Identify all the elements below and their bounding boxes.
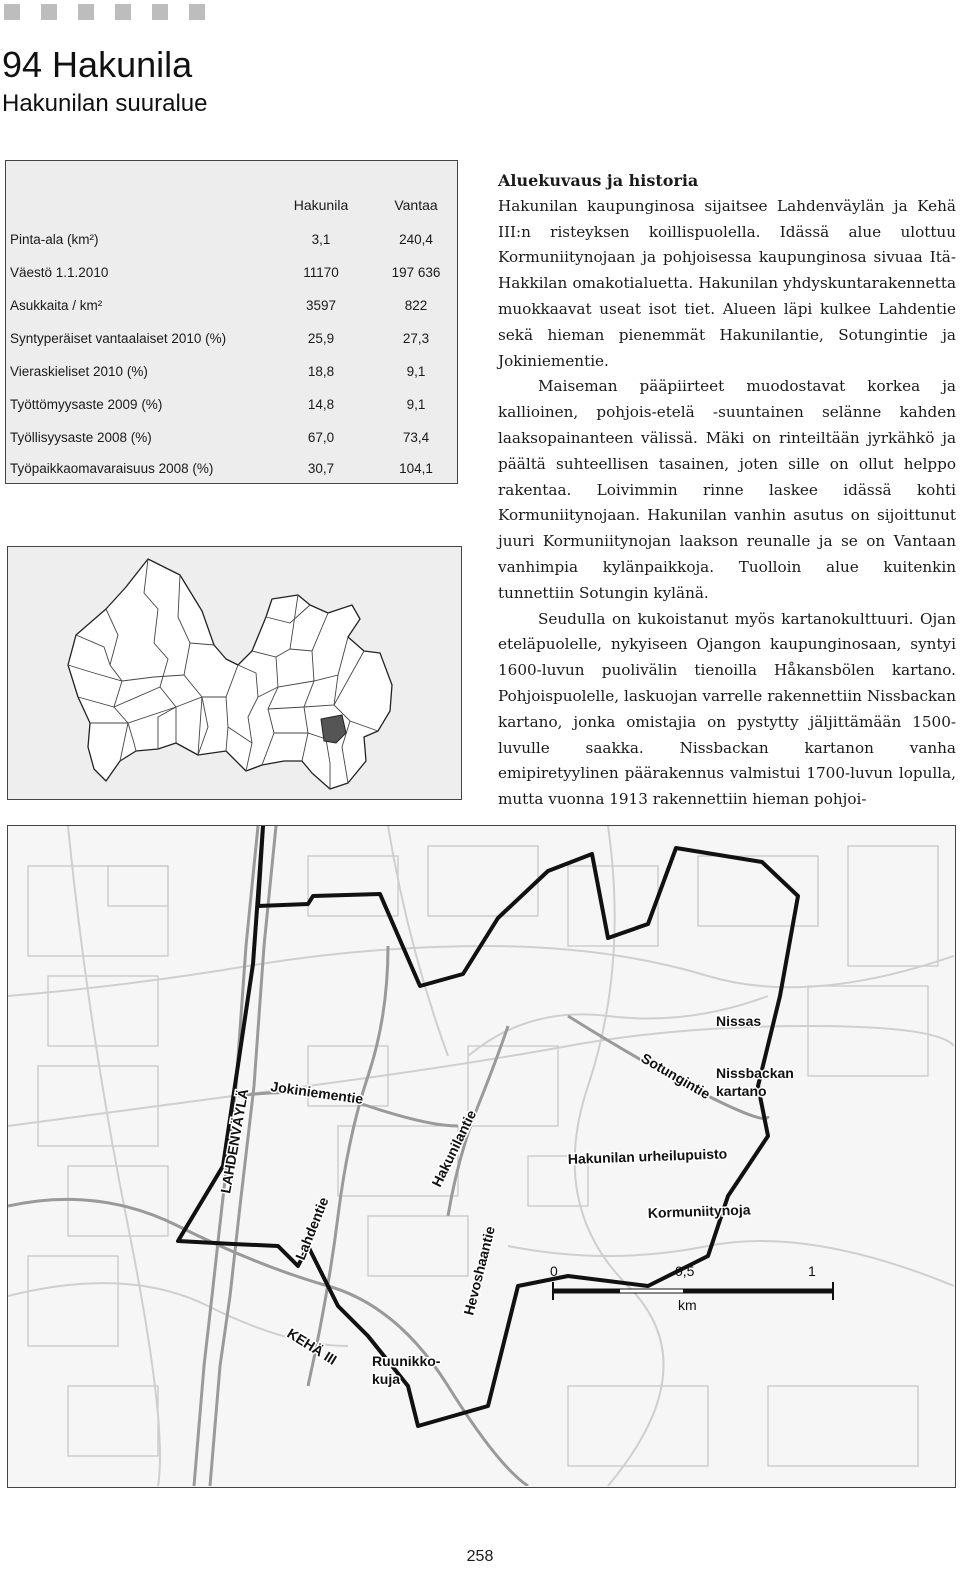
row-label: Työpaikkaomavaraisuus 2008 (%) <box>10 461 214 476</box>
table-row <box>6 232 457 254</box>
header-square <box>41 4 57 20</box>
row-label: Pinta-ala (km²) <box>10 232 99 247</box>
map-label-jokiniementie: Jokiniementie <box>269 1078 365 1107</box>
row-label: Syntyperäiset vantaalaiset 2010 (%) <box>10 331 227 346</box>
map-label-nissas: Nissas <box>716 1013 762 1029</box>
statistics-table <box>5 160 458 484</box>
district-index-map <box>7 546 462 800</box>
article <box>498 168 956 813</box>
hakunila-value: 14,8 <box>307 397 335 412</box>
header-decoration <box>4 4 205 20</box>
hakunila-value: 3597 <box>305 298 337 313</box>
map-label-lahdenvayla: LAHDENVÄYLÄ <box>217 1087 252 1195</box>
column-header-vantaa: Vantaa <box>394 197 438 213</box>
header-square <box>78 4 94 20</box>
map-label-nissbacka-line2: kartano <box>716 1083 767 1099</box>
article-paragraph: Maiseman pääpiirteet muodostavat korkea ja kallioinen, pohjois-etelä -suuntainen selänne kahden laaksopainanteen välissä. Mäki on rinteiltään jyrkähkö ja päältä suhteellisen tasainen, joten sille on ollut helppo rakentaa. Loivimmin rinne laskee idässä kohti Kormuniitynojaan. Hakunilan vanhin asutus on sijoittunut juuri Kormuniitynojan laakson reunalle ja se on Vantaan vanhimpia kylänpaikkoja. Tuolloin alue kuitenkin tunnettiin Sotungin kylänä. <box>498 377 956 602</box>
article-paragraph: Seudulla on kukoistanut myös kartanokulttuuri. Ojan eteläpuolelle, nykyiseen Ojangon kaupunginosaan, syntyi 1600-luvun puolivälin tienoilla Håkansbölen kartano. Pohjoispuolelle, laskuojan varrelle rakennettiin Nissbackan kartano, jonka omistajia on pystytty jäljittämään 1500-luvulle saakka. Nissbackan kartanon vanha emipiretyylinen päärakennus valmistui 1700-luvun lopulla, mutta vuonna 1913 rakennettiin hieman pohjoi- <box>498 609 956 809</box>
area-map-canvas <box>8 826 954 1486</box>
page-subtitle: Hakunilan suuralue <box>2 90 208 117</box>
map-label-sotungintie: Sotungintie <box>638 1049 714 1103</box>
hakunila-value: 30,7 <box>307 461 335 476</box>
hakunila-value: 18,8 <box>307 364 335 379</box>
vantaa-value: 27,3 <box>402 331 430 346</box>
header-square <box>189 4 205 20</box>
row-label: Väestö 1.1.2010 <box>10 265 109 280</box>
map-label-lahdentie: Lahdentie <box>291 1194 332 1263</box>
scale-label-half: 0,5 <box>675 1263 695 1279</box>
vantaa-value: 240,4 <box>399 232 433 247</box>
row-label: Vieraskieliset 2010 (%) <box>10 364 148 379</box>
hakunila-value: 67,0 <box>307 430 335 445</box>
vantaa-value: 9,1 <box>406 397 426 412</box>
table-row <box>6 461 457 483</box>
article-paragraph: Hakunilan kaupunginosa sijaitsee Lahdenväylän ja Kehä III:n risteyksen koillispuolella. Idässä alue ulottuu Kormuniitynojaan ja pohjoisessa kaupunginosa sivuaa Itä-Hakkilan omakotialuetta. Hakunilan yhdyskuntarakennetta muokkaavat useat isot tiet. Alueen läpi kulkee Lahdentie sekä hieman pienemmät Hakunilantie, Sotungintie ja Jokiniementie. <box>498 196 956 370</box>
table-row <box>6 430 457 452</box>
scale-label-zero: 0 <box>550 1263 558 1279</box>
vantaa-value: 9,1 <box>406 364 426 379</box>
table-row <box>6 331 457 353</box>
vantaa-value: 73,4 <box>402 430 430 445</box>
hakunila-value: 25,9 <box>307 331 335 346</box>
header-square <box>4 4 20 20</box>
map-label-kormuniitynoja: Kormuniitynoja <box>647 1201 751 1221</box>
scale-label-one: 1 <box>808 1263 816 1279</box>
scale-bar <box>550 1263 833 1313</box>
table-row <box>6 397 457 419</box>
vantaa-value: 197 636 <box>391 265 441 280</box>
table-row <box>6 265 457 287</box>
article-heading: Aluekuvaus ja historia <box>498 171 699 190</box>
map-label-nissbacka-line1: Nissbackan <box>716 1065 794 1081</box>
map-label-hevoshaantie: Hevoshaantie <box>460 1224 498 1317</box>
column-header-hakunila: Hakunila <box>293 197 349 213</box>
table-row <box>6 298 457 320</box>
row-label: Työttömyysaste 2009 (%) <box>10 397 163 412</box>
row-label: Asukkaita / km² <box>10 298 103 313</box>
vantaa-districts-outline <box>8 547 460 798</box>
map-label-keha-iii: KEHÄ III <box>284 1324 340 1368</box>
hakunila-value: 3,1 <box>311 232 331 247</box>
page-number: 258 <box>466 1548 494 1565</box>
vantaa-value: 822 <box>404 298 428 313</box>
scale-unit: km <box>678 1297 697 1313</box>
map-label-ruunikkokuja-line1: Ruunikko- <box>372 1353 441 1369</box>
vantaa-value: 104,1 <box>399 461 433 476</box>
map-label-urheilupuisto: Hakunilan urheilupuisto <box>567 1145 728 1167</box>
header-square <box>115 4 131 20</box>
map-label-hakunilantie: Hakunilantie <box>428 1107 480 1190</box>
area-map <box>7 825 956 1488</box>
row-label: Työllisyysaste 2008 (%) <box>10 430 152 445</box>
page-title: 94 Hakunila <box>2 44 193 85</box>
table-row <box>6 364 457 386</box>
map-label-ruunikkokuja-line2: kuja <box>372 1371 401 1387</box>
hakunila-value: 11170 <box>303 265 339 280</box>
header-square <box>152 4 168 20</box>
